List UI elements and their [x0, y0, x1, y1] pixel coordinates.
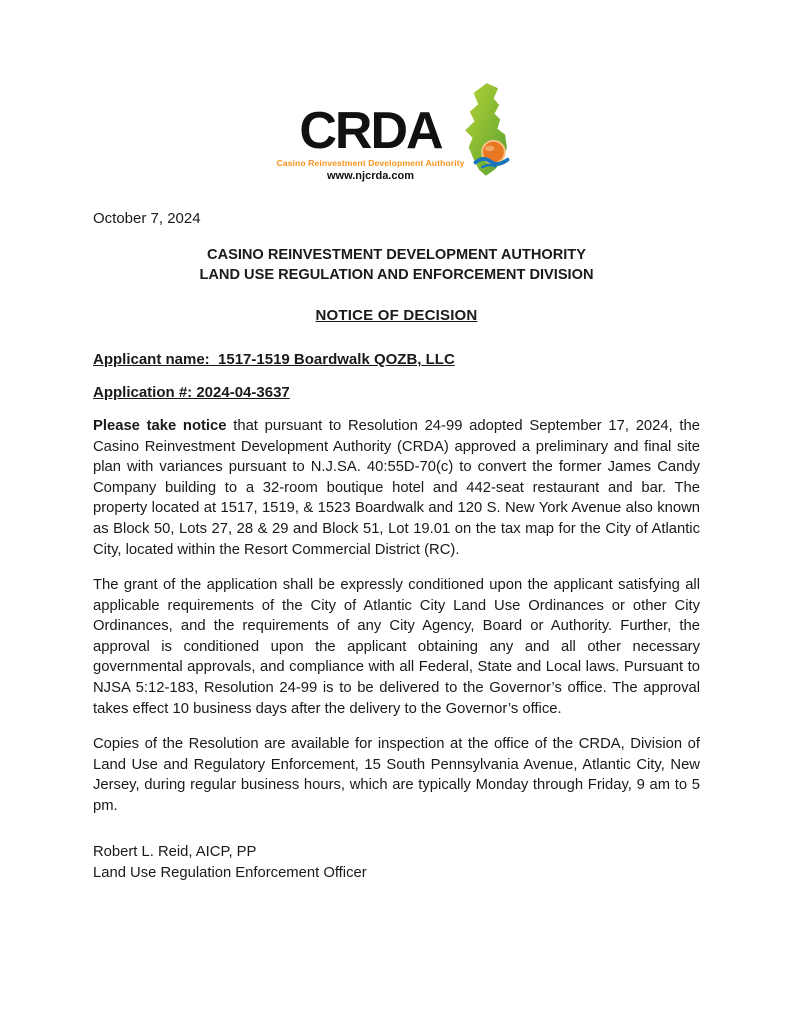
paragraph-copies: Copies of the Resolution are available for inspection at the office of the CRDA, Division of Land Use and Regulatory Enforcement, 15 South Pennsylvania Avenue, Atlantic City, New Jersey, during regular business hours, which are typically Monday through Friday, 9 am to 5 pm.: [93, 735, 700, 814]
paragraph-decision-text: that pursuant to Resolution 24-99 adopted September 17, 2024, the Casino Reinvestment Development Authority (CRDA) approved a preliminary and final site plan with variances pursuant to N.J.SA. 40:55D-70(c) to convert the former James Candy Company building to a 32-room boutique hotel and 442-seat restaurant and bar. The property located at 1517, 1519, & 1523 Boardwalk and 120 S. New York Avenue also known as Block 50, Lots 27, 28 & 29 and Block 51, Lot 19.01 on the tax map for the City of Atlantic City, located within the Resort Commercial District (RC).: [93, 418, 701, 558]
application-number-line: [93, 384, 700, 401]
application-number-value: 2024-04-3637: [196, 384, 290, 401]
applicant-name-label: Applicant name:: [93, 351, 219, 368]
letter-date: October 7, 2024: [93, 210, 201, 227]
application-number-label: Application #:: [93, 384, 197, 401]
logo-tagline: Casino Reinvestment Development Authority: [276, 158, 465, 168]
applicant-name-line: [93, 351, 700, 368]
logo-website-url: www.njcrda.com: [326, 170, 414, 182]
notice-of-decision-title: NOTICE OF DECISION: [315, 307, 478, 324]
crda-logo: [93, 0, 700, 182]
paragraph-decision-lead: Please take notice: [93, 418, 227, 434]
paragraph-decision: [93, 416, 700, 560]
authority-name-heading: CASINO REINVESTMENT DEVELOPMENT AUTHORITY: [207, 247, 586, 263]
applicant-name-value: 1517-1519 Boardwalk QOZB, LLC: [218, 351, 455, 368]
signer-title: Land Use Regulation Enforcement Officer: [93, 864, 367, 881]
logo-acronym: CRDA: [299, 101, 442, 160]
paragraph-conditions: The grant of the application shall be expressly conditioned upon the applicant satisfying all applicable requirements of the City of Atlantic City Land Use Ordinances or other City Ordinances, and the requirements of any City Agency, Board or Authority. Further, the approval is conditioned upon the applicant obtaining any and all other necessary governmental approvals, and compliance with all Federal, State and Local laws. Pursuant to NJSA 5:12-183, Resolution 24-99 is to be delivered to the Governor’s office. The approval takes effect 10 business days after the delivery to the Governor’s office.: [93, 576, 700, 717]
division-name-heading: LAND USE REGULATION AND ENFORCEMENT DIVISION: [199, 267, 594, 283]
signer-name: Robert L. Reid, AICP, PP: [93, 844, 257, 861]
sun-highlight: [484, 146, 493, 152]
